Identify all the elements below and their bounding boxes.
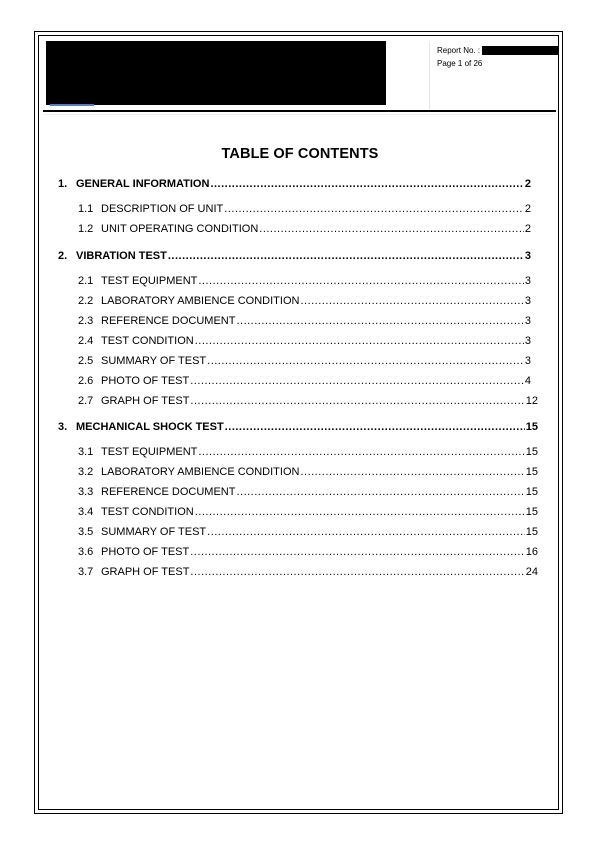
toc-entry-page: 15: [525, 526, 538, 538]
dot-leader: [224, 202, 524, 216]
toc-entry-number: 3.: [58, 421, 68, 433]
toc-entry-page: 12: [525, 395, 538, 407]
toc-entry-label: DESCRIPTION OF UNIT: [101, 203, 224, 215]
report-number-label: Report No. :: [437, 46, 481, 55]
dot-leader: [190, 565, 524, 579]
toc-title: TABLE OF CONTENTS: [221, 146, 379, 162]
toc-entry-number: 2.1: [78, 275, 94, 287]
toc-entry-label: GENERAL INFORMATION: [76, 178, 210, 190]
toc-entry-page: 16: [525, 546, 538, 558]
toc-entry-number: 1.1: [78, 203, 94, 215]
toc-entry-section-2[interactable]: [58, 249, 531, 263]
toc-entry-number: 3.3: [78, 486, 94, 498]
toc-entry-page: 15: [525, 446, 538, 458]
toc-entry-3-2[interactable]: [78, 465, 538, 479]
toc-entry-page: 2: [524, 203, 531, 215]
toc-entry-number: 3.7: [78, 566, 94, 578]
toc-entry-number: 1.: [58, 178, 68, 190]
toc-entry-number: 2.2: [78, 295, 94, 307]
redacted-logo: [46, 41, 386, 105]
toc-entry-3-7[interactable]: [78, 565, 538, 579]
toc-entry-page: 4: [524, 375, 531, 387]
toc-entry-page: 15: [525, 466, 538, 478]
toc-entry-2-5[interactable]: [78, 354, 531, 368]
toc-entry-label: MECHANICAL SHOCK TEST: [76, 421, 224, 433]
report-number-row: [437, 44, 558, 57]
toc-entry-2-3[interactable]: [78, 314, 531, 328]
toc-entry-label: TEST CONDITION: [101, 506, 194, 518]
header-divider: [429, 42, 430, 110]
toc-entry-label: UNIT OPERATING CONDITION: [101, 223, 259, 235]
dot-leader: [259, 222, 524, 236]
toc-entry-number: 2.: [58, 250, 68, 262]
toc-entry-number: 2.6: [78, 375, 94, 387]
toc-entry-page: 2: [524, 178, 531, 190]
toc-entry-section-1[interactable]: [58, 177, 531, 191]
report-info: [437, 44, 558, 70]
toc-entry-label: GRAPH OF TEST: [101, 566, 190, 578]
toc-entry-2-1[interactable]: [78, 274, 531, 288]
toc-entry-3-1[interactable]: [78, 445, 538, 459]
toc-entry-2-2[interactable]: [78, 294, 531, 308]
dot-leader: [210, 177, 523, 191]
toc-entry-number: 3.1: [78, 446, 94, 458]
dot-leader: [190, 374, 524, 388]
toc-entry-page: 15: [525, 421, 538, 433]
dot-leader: [195, 334, 524, 348]
toc-entry-page: 15: [525, 506, 538, 518]
toc-entry-page: 3: [524, 355, 531, 367]
header-rule: [43, 110, 556, 112]
toc-entry-label: LABORATORY AMBIENCE CONDITION: [101, 295, 300, 307]
toc-entry-page: 3: [524, 250, 531, 262]
toc-entry-page: 2: [524, 223, 531, 235]
toc-entry-label: REFERENCE DOCUMENT: [101, 315, 236, 327]
toc-entry-label: REFERENCE DOCUMENT: [101, 486, 236, 498]
logo-underline: [50, 104, 94, 106]
dot-leader: [300, 465, 524, 479]
toc-entry-label: SUMMARY OF TEST: [101, 355, 207, 367]
toc-entry-page: 3: [524, 295, 531, 307]
toc-entry-label: GRAPH OF TEST: [101, 395, 190, 407]
toc-entry-label: LABORATORY AMBIENCE CONDITION: [101, 466, 300, 478]
toc-entry-page: 3: [524, 315, 531, 327]
toc-entry-3-5[interactable]: [78, 525, 538, 539]
dot-leader: [190, 394, 524, 408]
toc-entry-number: 2.7: [78, 395, 94, 407]
toc-entry-number: 3.6: [78, 546, 94, 558]
dot-leader: [300, 294, 523, 308]
toc-entry-1-1[interactable]: [78, 202, 531, 216]
dot-leader: [198, 274, 524, 288]
toc-entry-label: VIBRATION TEST: [76, 250, 167, 262]
dot-leader: [236, 485, 524, 499]
toc-entry-1-2[interactable]: [78, 222, 531, 236]
toc-entry-3-6[interactable]: [78, 545, 538, 559]
header-faint-rule: [43, 114, 556, 115]
toc-entry-label: TEST EQUIPMENT: [101, 275, 198, 287]
toc-entry-section-3[interactable]: [58, 420, 538, 434]
toc-entry-label: PHOTO OF TEST: [101, 375, 190, 387]
dot-leader: [207, 354, 524, 368]
toc-entry-page: 3: [524, 275, 531, 287]
toc-entry-page: 24: [525, 566, 538, 578]
toc-entry-2-6[interactable]: [78, 374, 531, 388]
toc-entry-number: 3.2: [78, 466, 94, 478]
toc-entry-2-4[interactable]: [78, 334, 531, 348]
dot-leader: [195, 505, 525, 519]
toc-entry-number: 2.4: [78, 335, 94, 347]
dot-leader: [236, 314, 523, 328]
dot-leader: [207, 525, 525, 539]
toc-entry-page: 3: [524, 335, 531, 347]
toc-entry-number: 1.2: [78, 223, 94, 235]
toc-entry-label: PHOTO OF TEST: [101, 546, 190, 558]
toc-entry-label: SUMMARY OF TEST: [101, 526, 207, 538]
toc-entry-number: 2.5: [78, 355, 94, 367]
toc-entry-number: 3.5: [78, 526, 94, 538]
toc-entry-3-3[interactable]: [78, 485, 538, 499]
dot-leader: [168, 249, 524, 263]
toc-entry-label: TEST CONDITION: [101, 335, 194, 347]
page-info: Page 1 of 26: [437, 59, 483, 68]
toc-entry-number: 2.3: [78, 315, 94, 327]
toc-entry-number: 3.4: [78, 506, 94, 518]
dot-leader: [198, 445, 524, 459]
toc-entry-3-4[interactable]: [78, 505, 538, 519]
redacted-report-number: [482, 46, 558, 55]
toc-entry-label: TEST EQUIPMENT: [101, 446, 198, 458]
toc-entry-page: 15: [525, 486, 538, 498]
dot-leader: [225, 420, 525, 434]
toc-entry-2-7[interactable]: [78, 394, 538, 408]
dot-leader: [190, 545, 525, 559]
